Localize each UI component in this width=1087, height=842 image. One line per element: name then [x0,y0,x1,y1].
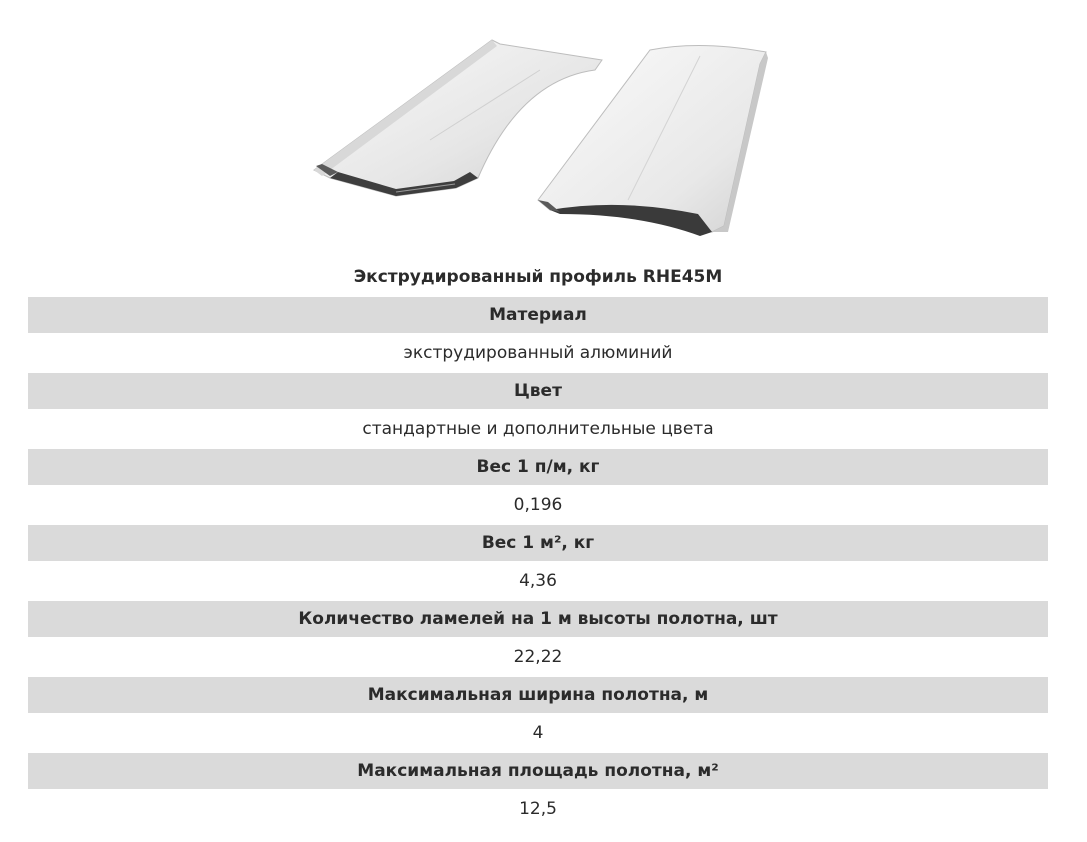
spec-value-weight-per-meter: 0,196 [28,485,1048,525]
spec-value-weight-per-sqm: 4,36 [28,561,1048,601]
spec-value-color: стандартные и дополнительные цвета [28,409,1048,449]
spec-value-max-area: 12,5 [28,789,1048,829]
spec-label-slats-per-meter: Количество ламелей на 1 м высоты полотна, шт [28,601,1048,637]
spec-label-weight-per-meter: Вес 1 п/м, кг [28,449,1048,485]
spec-value-slats-per-meter: 22,22 [28,637,1048,677]
spec-table [28,297,1048,829]
product-title: Экструдированный профиль RHE45M [353,267,723,287]
spec-label-weight-per-sqm: Вес 1 м², кг [28,525,1048,561]
spec-label-color: Цвет [28,373,1048,409]
spec-label-material: Материал [28,297,1048,333]
spec-label-max-area: Максимальная площадь полотна, м² [28,753,1048,789]
product-image [0,0,1087,258]
spec-value-material: экструдированный алюминий [28,333,1048,373]
spec-label-max-width: Максимальная ширина полотна, м [28,677,1048,713]
spec-value-max-width: 4 [28,713,1048,753]
